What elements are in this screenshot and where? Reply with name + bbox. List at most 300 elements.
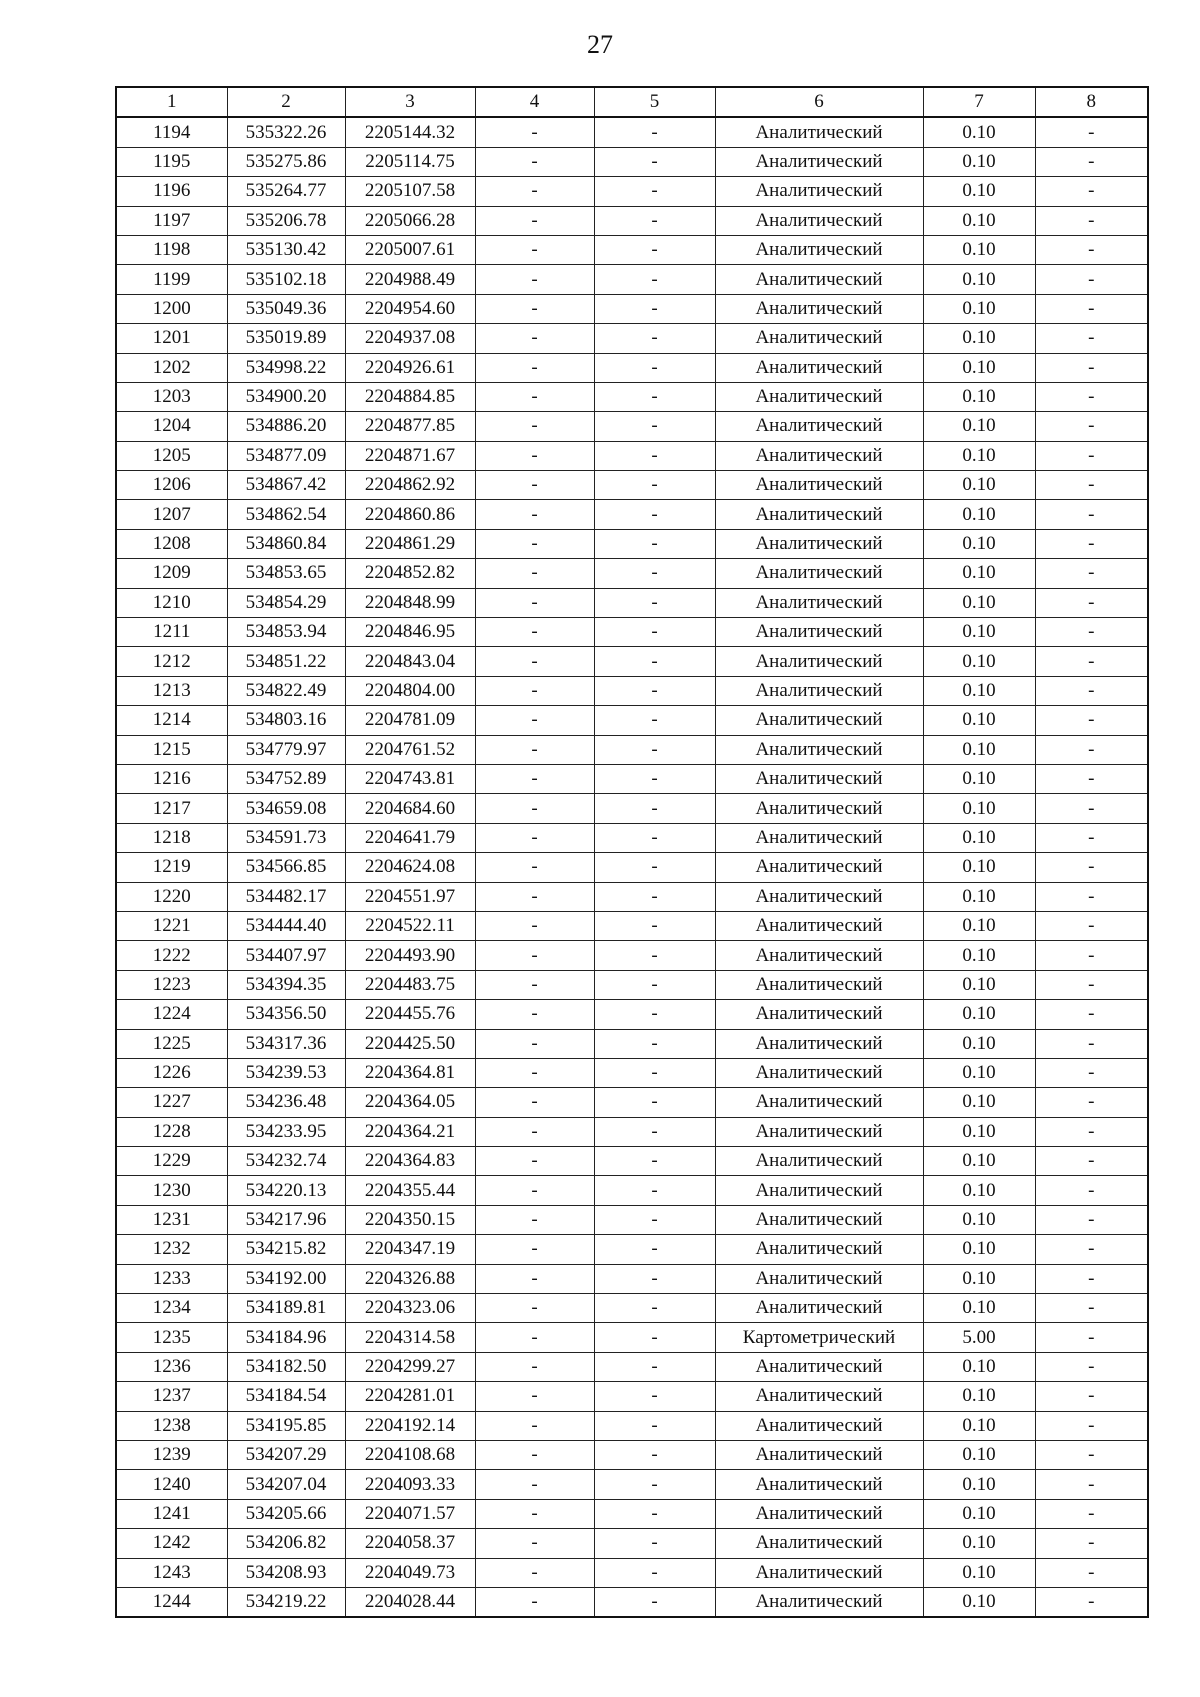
cell-method: Аналитический — [715, 882, 923, 911]
column-header-4: 4 — [475, 87, 594, 117]
cell-col-4: - — [475, 1117, 594, 1146]
cell-col-8: - — [1035, 647, 1148, 676]
cell-col-5: - — [594, 676, 715, 705]
table-row — [116, 1440, 1148, 1469]
cell-point-number: 1194 — [116, 117, 227, 147]
cell-method: Аналитический — [715, 794, 923, 823]
table-row — [116, 353, 1148, 382]
column-header-6: 6 — [715, 87, 923, 117]
cell-x-coordinate: 534822.49 — [227, 676, 345, 705]
cell-method: Аналитический — [715, 1117, 923, 1146]
cell-col-4: - — [475, 970, 594, 999]
cell-col-5: - — [594, 1529, 715, 1558]
cell-point-number: 1195 — [116, 147, 227, 176]
cell-point-number: 1235 — [116, 1323, 227, 1352]
cell-accuracy: 0.10 — [923, 1176, 1035, 1205]
cell-col-4: - — [475, 1294, 594, 1323]
cell-col-5: - — [594, 1587, 715, 1617]
cell-point-number: 1210 — [116, 588, 227, 617]
cell-col-5: - — [594, 647, 715, 676]
cell-method: Аналитический — [715, 206, 923, 235]
cell-y-coordinate: 2204455.76 — [345, 1000, 475, 1029]
cell-accuracy: 0.10 — [923, 1294, 1035, 1323]
cell-col-8: - — [1035, 1117, 1148, 1146]
cell-col-5: - — [594, 735, 715, 764]
cell-point-number: 1216 — [116, 764, 227, 793]
cell-col-8: - — [1035, 294, 1148, 323]
cell-method: Аналитический — [715, 559, 923, 588]
cell-x-coordinate: 534205.66 — [227, 1499, 345, 1528]
cell-method: Аналитический — [715, 1029, 923, 1058]
cell-y-coordinate: 2204954.60 — [345, 294, 475, 323]
cell-x-coordinate: 535130.42 — [227, 235, 345, 264]
cell-point-number: 1242 — [116, 1529, 227, 1558]
cell-point-number: 1225 — [116, 1029, 227, 1058]
cell-x-coordinate: 534444.40 — [227, 911, 345, 940]
cell-accuracy: 0.10 — [923, 117, 1035, 147]
column-header-8: 8 — [1035, 87, 1148, 117]
cell-col-8: - — [1035, 1000, 1148, 1029]
cell-x-coordinate: 534407.97 — [227, 941, 345, 970]
cell-y-coordinate: 2204926.61 — [345, 353, 475, 382]
cell-col-5: - — [594, 559, 715, 588]
table-row — [116, 1382, 1148, 1411]
cell-accuracy: 0.10 — [923, 676, 1035, 705]
cell-col-5: - — [594, 1499, 715, 1528]
cell-accuracy: 0.10 — [923, 353, 1035, 382]
cell-col-5: - — [594, 294, 715, 323]
cell-col-4: - — [475, 1382, 594, 1411]
cell-col-4: - — [475, 382, 594, 411]
cell-y-coordinate: 2204192.14 — [345, 1411, 475, 1440]
cell-col-5: - — [594, 764, 715, 793]
cell-point-number: 1221 — [116, 911, 227, 940]
cell-accuracy: 5.00 — [923, 1323, 1035, 1352]
cell-y-coordinate: 2204028.44 — [345, 1587, 475, 1617]
cell-col-5: - — [594, 471, 715, 500]
cell-accuracy: 0.10 — [923, 618, 1035, 647]
cell-col-4: - — [475, 1558, 594, 1587]
cell-y-coordinate: 2204871.67 — [345, 441, 475, 470]
cell-col-4: - — [475, 265, 594, 294]
cell-y-coordinate: 2204071.57 — [345, 1499, 475, 1528]
cell-x-coordinate: 534851.22 — [227, 647, 345, 676]
cell-col-4: - — [475, 853, 594, 882]
table-row — [116, 1088, 1148, 1117]
cell-col-8: - — [1035, 911, 1148, 940]
cell-col-5: - — [594, 1411, 715, 1440]
cell-col-5: - — [594, 1205, 715, 1234]
cell-method: Аналитический — [715, 265, 923, 294]
table-row — [116, 1587, 1148, 1617]
cell-col-4: - — [475, 117, 594, 147]
cell-col-5: - — [594, 117, 715, 147]
cell-col-8: - — [1035, 441, 1148, 470]
cell-point-number: 1201 — [116, 324, 227, 353]
cell-col-5: - — [594, 794, 715, 823]
cell-col-8: - — [1035, 618, 1148, 647]
cell-y-coordinate: 2204861.29 — [345, 529, 475, 558]
cell-x-coordinate: 534862.54 — [227, 500, 345, 529]
cell-col-8: - — [1035, 853, 1148, 882]
cell-x-coordinate: 534752.89 — [227, 764, 345, 793]
cell-method: Аналитический — [715, 1352, 923, 1381]
cell-col-4: - — [475, 647, 594, 676]
cell-col-8: - — [1035, 206, 1148, 235]
cell-col-8: - — [1035, 1088, 1148, 1117]
cell-col-5: - — [594, 1264, 715, 1293]
cell-x-coordinate: 534232.74 — [227, 1147, 345, 1176]
cell-point-number: 1227 — [116, 1088, 227, 1117]
cell-accuracy: 0.10 — [923, 206, 1035, 235]
cell-col-4: - — [475, 147, 594, 176]
cell-col-4: - — [475, 618, 594, 647]
cell-x-coordinate: 534233.95 — [227, 1117, 345, 1146]
cell-col-4: - — [475, 1000, 594, 1029]
cell-col-5: - — [594, 1294, 715, 1323]
cell-accuracy: 0.10 — [923, 1264, 1035, 1293]
cell-method: Аналитический — [715, 1558, 923, 1587]
cell-y-coordinate: 2204522.11 — [345, 911, 475, 940]
cell-col-8: - — [1035, 970, 1148, 999]
cell-col-4: - — [475, 1205, 594, 1234]
cell-accuracy: 0.10 — [923, 412, 1035, 441]
cell-col-8: - — [1035, 324, 1148, 353]
cell-col-4: - — [475, 294, 594, 323]
cell-col-5: - — [594, 882, 715, 911]
cell-y-coordinate: 2204551.97 — [345, 882, 475, 911]
cell-col-4: - — [475, 1411, 594, 1440]
cell-point-number: 1217 — [116, 794, 227, 823]
table-row — [116, 500, 1148, 529]
cell-y-coordinate: 2204843.04 — [345, 647, 475, 676]
cell-accuracy: 0.10 — [923, 1382, 1035, 1411]
cell-method: Аналитический — [715, 441, 923, 470]
cell-y-coordinate: 2204483.75 — [345, 970, 475, 999]
cell-y-coordinate: 2205144.32 — [345, 117, 475, 147]
cell-x-coordinate: 534853.65 — [227, 559, 345, 588]
table-row — [116, 1352, 1148, 1381]
cell-accuracy: 0.10 — [923, 1558, 1035, 1587]
cell-x-coordinate: 535102.18 — [227, 265, 345, 294]
cell-method: Аналитический — [715, 471, 923, 500]
column-header-2: 2 — [227, 87, 345, 117]
table-row — [116, 206, 1148, 235]
cell-method: Аналитический — [715, 1440, 923, 1469]
cell-col-5: - — [594, 500, 715, 529]
cell-col-8: - — [1035, 1176, 1148, 1205]
cell-method: Аналитический — [715, 941, 923, 970]
cell-x-coordinate: 535264.77 — [227, 177, 345, 206]
table-row — [116, 970, 1148, 999]
cell-col-8: - — [1035, 941, 1148, 970]
cell-col-4: - — [475, 500, 594, 529]
cell-accuracy: 0.10 — [923, 471, 1035, 500]
table-row — [116, 1000, 1148, 1029]
cell-y-coordinate: 2204937.08 — [345, 324, 475, 353]
cell-col-8: - — [1035, 1529, 1148, 1558]
cell-point-number: 1234 — [116, 1294, 227, 1323]
cell-y-coordinate: 2204350.15 — [345, 1205, 475, 1234]
cell-col-5: - — [594, 1000, 715, 1029]
cell-point-number: 1241 — [116, 1499, 227, 1528]
cell-accuracy: 0.10 — [923, 882, 1035, 911]
cell-method: Аналитический — [715, 117, 923, 147]
cell-x-coordinate: 534189.81 — [227, 1294, 345, 1323]
cell-col-8: - — [1035, 1235, 1148, 1264]
cell-point-number: 1209 — [116, 559, 227, 588]
cell-y-coordinate: 2204860.86 — [345, 500, 475, 529]
cell-x-coordinate: 534482.17 — [227, 882, 345, 911]
cell-col-4: - — [475, 1587, 594, 1617]
column-header-3: 3 — [345, 87, 475, 117]
cell-point-number: 1220 — [116, 882, 227, 911]
cell-col-4: - — [475, 764, 594, 793]
cell-col-5: - — [594, 1235, 715, 1264]
table-row — [116, 764, 1148, 793]
cell-col-8: - — [1035, 735, 1148, 764]
column-header-7: 7 — [923, 87, 1035, 117]
cell-col-4: - — [475, 324, 594, 353]
cell-col-4: - — [475, 1470, 594, 1499]
cell-col-8: - — [1035, 676, 1148, 705]
cell-point-number: 1222 — [116, 941, 227, 970]
cell-y-coordinate: 2204641.79 — [345, 823, 475, 852]
cell-y-coordinate: 2204326.88 — [345, 1264, 475, 1293]
cell-col-5: - — [594, 1558, 715, 1587]
cell-point-number: 1232 — [116, 1235, 227, 1264]
cell-col-8: - — [1035, 1470, 1148, 1499]
cell-col-8: - — [1035, 823, 1148, 852]
table-row — [116, 941, 1148, 970]
cell-y-coordinate: 2204364.05 — [345, 1088, 475, 1117]
cell-method: Аналитический — [715, 1205, 923, 1234]
cell-col-4: - — [475, 882, 594, 911]
cell-accuracy: 0.10 — [923, 294, 1035, 323]
cell-col-5: - — [594, 529, 715, 558]
cell-col-8: - — [1035, 1499, 1148, 1528]
table-row — [116, 1323, 1148, 1352]
cell-method: Аналитический — [715, 706, 923, 735]
cell-col-8: - — [1035, 1264, 1148, 1293]
cell-col-4: - — [475, 706, 594, 735]
cell-y-coordinate: 2204862.92 — [345, 471, 475, 500]
cell-col-5: - — [594, 1176, 715, 1205]
cell-col-4: - — [475, 471, 594, 500]
cell-point-number: 1215 — [116, 735, 227, 764]
cell-col-8: - — [1035, 1294, 1148, 1323]
cell-point-number: 1233 — [116, 1264, 227, 1293]
cell-y-coordinate: 2204852.82 — [345, 559, 475, 588]
cell-method: Аналитический — [715, 1411, 923, 1440]
cell-col-4: - — [475, 1264, 594, 1293]
cell-accuracy: 0.10 — [923, 177, 1035, 206]
cell-point-number: 1203 — [116, 382, 227, 411]
cell-method: Аналитический — [715, 1264, 923, 1293]
cell-col-4: - — [475, 1440, 594, 1469]
cell-method: Аналитический — [715, 647, 923, 676]
coordinates-table — [115, 86, 1149, 1618]
cell-method: Аналитический — [715, 1000, 923, 1029]
cell-col-8: - — [1035, 1558, 1148, 1587]
cell-point-number: 1208 — [116, 529, 227, 558]
cell-point-number: 1244 — [116, 1587, 227, 1617]
cell-col-8: - — [1035, 1147, 1148, 1176]
cell-col-5: - — [594, 970, 715, 999]
table-body — [116, 117, 1148, 1617]
cell-method: Аналитический — [715, 588, 923, 617]
cell-col-4: - — [475, 1352, 594, 1381]
cell-col-8: - — [1035, 1411, 1148, 1440]
cell-accuracy: 0.10 — [923, 382, 1035, 411]
cell-col-5: - — [594, 1147, 715, 1176]
cell-col-4: - — [475, 206, 594, 235]
cell-x-coordinate: 534877.09 — [227, 441, 345, 470]
table-row — [116, 735, 1148, 764]
cell-col-4: - — [475, 353, 594, 382]
cell-method: Аналитический — [715, 1058, 923, 1087]
cell-col-5: - — [594, 1352, 715, 1381]
cell-y-coordinate: 2204093.33 — [345, 1470, 475, 1499]
cell-accuracy: 0.10 — [923, 559, 1035, 588]
cell-x-coordinate: 534207.04 — [227, 1470, 345, 1499]
cell-col-4: - — [475, 794, 594, 823]
cell-accuracy: 0.10 — [923, 1029, 1035, 1058]
table-row — [116, 823, 1148, 852]
cell-col-8: - — [1035, 412, 1148, 441]
cell-col-5: - — [594, 706, 715, 735]
cell-method: Аналитический — [715, 676, 923, 705]
cell-col-8: - — [1035, 353, 1148, 382]
cell-y-coordinate: 2204624.08 — [345, 853, 475, 882]
cell-col-8: - — [1035, 1352, 1148, 1381]
cell-accuracy: 0.10 — [923, 1117, 1035, 1146]
cell-method: Аналитический — [715, 970, 923, 999]
cell-point-number: 1196 — [116, 177, 227, 206]
cell-col-8: - — [1035, 1323, 1148, 1352]
cell-col-8: - — [1035, 1382, 1148, 1411]
cell-accuracy: 0.10 — [923, 911, 1035, 940]
cell-y-coordinate: 2204281.01 — [345, 1382, 475, 1411]
cell-y-coordinate: 2205066.28 — [345, 206, 475, 235]
cell-method: Аналитический — [715, 382, 923, 411]
cell-col-5: - — [594, 911, 715, 940]
cell-point-number: 1223 — [116, 970, 227, 999]
cell-x-coordinate: 534886.20 — [227, 412, 345, 441]
cell-point-number: 1213 — [116, 676, 227, 705]
table-row — [116, 882, 1148, 911]
cell-accuracy: 0.10 — [923, 265, 1035, 294]
cell-y-coordinate: 2204884.85 — [345, 382, 475, 411]
table-row — [116, 265, 1148, 294]
cell-col-4: - — [475, 676, 594, 705]
cell-accuracy: 0.10 — [923, 1235, 1035, 1264]
cell-col-4: - — [475, 412, 594, 441]
cell-col-8: - — [1035, 382, 1148, 411]
cell-x-coordinate: 534317.36 — [227, 1029, 345, 1058]
table-row — [116, 1176, 1148, 1205]
cell-point-number: 1199 — [116, 265, 227, 294]
cell-y-coordinate: 2204425.50 — [345, 1029, 475, 1058]
cell-col-4: - — [475, 529, 594, 558]
cell-point-number: 1229 — [116, 1147, 227, 1176]
cell-col-8: - — [1035, 706, 1148, 735]
cell-method: Аналитический — [715, 1587, 923, 1617]
table-row — [116, 1558, 1148, 1587]
cell-y-coordinate: 2204314.58 — [345, 1323, 475, 1352]
cell-point-number: 1207 — [116, 500, 227, 529]
cell-y-coordinate: 2204364.21 — [345, 1117, 475, 1146]
cell-method: Аналитический — [715, 1088, 923, 1117]
cell-method: Аналитический — [715, 1529, 923, 1558]
table-header-row — [116, 87, 1148, 117]
table-row — [116, 1235, 1148, 1264]
cell-point-number: 1197 — [116, 206, 227, 235]
cell-col-4: - — [475, 1029, 594, 1058]
cell-accuracy: 0.10 — [923, 588, 1035, 617]
table-row — [116, 853, 1148, 882]
cell-col-5: - — [594, 823, 715, 852]
cell-point-number: 1240 — [116, 1470, 227, 1499]
cell-col-4: - — [475, 235, 594, 264]
cell-method: Аналитический — [715, 1382, 923, 1411]
table-row — [116, 235, 1148, 264]
cell-y-coordinate: 2205007.61 — [345, 235, 475, 264]
cell-col-5: - — [594, 618, 715, 647]
cell-col-8: - — [1035, 147, 1148, 176]
cell-y-coordinate: 2204058.37 — [345, 1529, 475, 1558]
cell-col-4: - — [475, 735, 594, 764]
cell-col-4: - — [475, 911, 594, 940]
cell-x-coordinate: 534779.97 — [227, 735, 345, 764]
cell-x-coordinate: 535206.78 — [227, 206, 345, 235]
cell-y-coordinate: 2204848.99 — [345, 588, 475, 617]
cell-point-number: 1228 — [116, 1117, 227, 1146]
cell-accuracy: 0.10 — [923, 970, 1035, 999]
cell-y-coordinate: 2205107.58 — [345, 177, 475, 206]
cell-accuracy: 0.10 — [923, 235, 1035, 264]
table-row — [116, 618, 1148, 647]
cell-x-coordinate: 534220.13 — [227, 1176, 345, 1205]
cell-y-coordinate: 2204049.73 — [345, 1558, 475, 1587]
cell-x-coordinate: 534854.29 — [227, 588, 345, 617]
cell-y-coordinate: 2205114.75 — [345, 147, 475, 176]
cell-x-coordinate: 534192.00 — [227, 1264, 345, 1293]
cell-col-5: - — [594, 353, 715, 382]
cell-col-4: - — [475, 1176, 594, 1205]
cell-x-coordinate: 534207.29 — [227, 1440, 345, 1469]
cell-accuracy: 0.10 — [923, 1587, 1035, 1617]
table-row — [116, 147, 1148, 176]
cell-y-coordinate: 2204846.95 — [345, 618, 475, 647]
cell-accuracy: 0.10 — [923, 706, 1035, 735]
cell-col-5: - — [594, 441, 715, 470]
cell-x-coordinate: 534853.94 — [227, 618, 345, 647]
cell-col-4: - — [475, 1499, 594, 1528]
cell-col-5: - — [594, 265, 715, 294]
cell-accuracy: 0.10 — [923, 794, 1035, 823]
cell-x-coordinate: 534208.93 — [227, 1558, 345, 1587]
cell-method: Аналитический — [715, 177, 923, 206]
cell-y-coordinate: 2204804.00 — [345, 676, 475, 705]
cell-col-8: - — [1035, 1029, 1148, 1058]
cell-accuracy: 0.10 — [923, 823, 1035, 852]
table-row — [116, 441, 1148, 470]
table-row — [116, 1117, 1148, 1146]
cell-point-number: 1231 — [116, 1205, 227, 1234]
table-row — [116, 471, 1148, 500]
cell-x-coordinate: 534236.48 — [227, 1088, 345, 1117]
